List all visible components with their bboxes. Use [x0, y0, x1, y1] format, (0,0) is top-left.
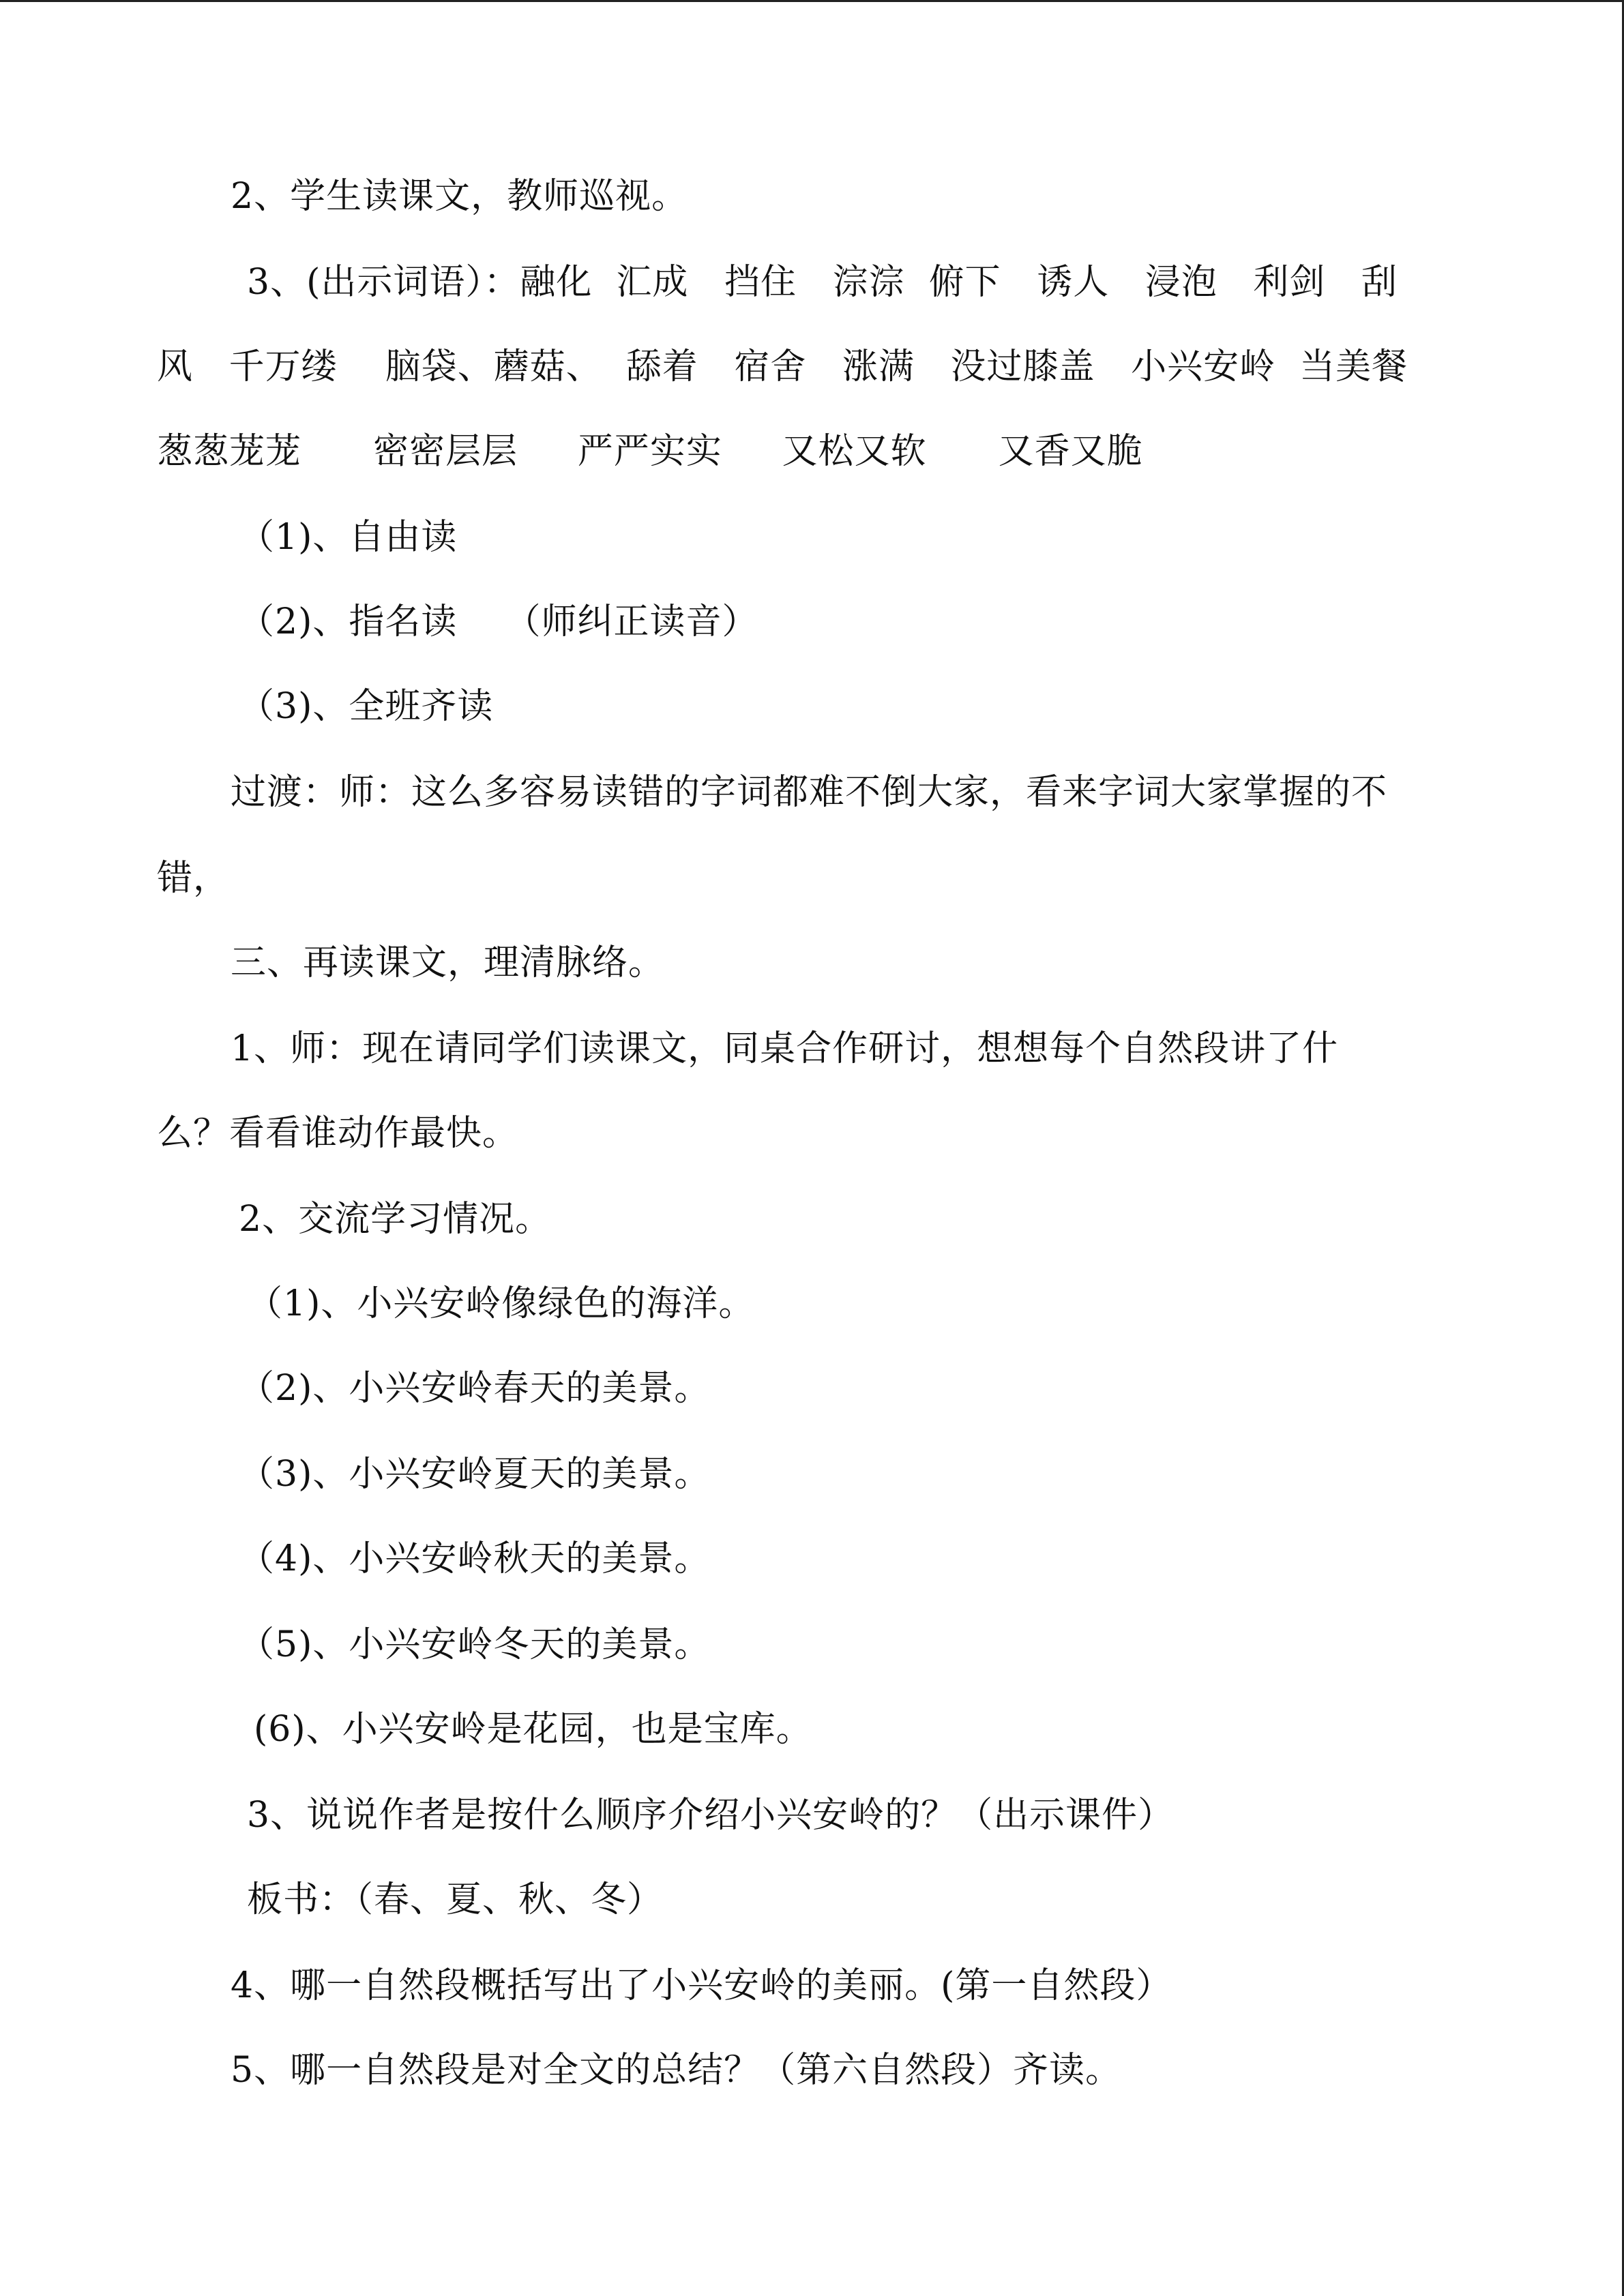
line-teacher-instruction-cont: 么？看看谁动作最快。: [157, 1113, 519, 1154]
line-board-writing: 板书：（春、夏、秋、冬）: [247, 1879, 664, 1920]
line-item-4: （4)、小兴安岭秋天的美景。: [239, 1538, 711, 1579]
line-student-reading: 2、学生读课文，教师巡视。: [231, 176, 688, 217]
line-words-cont-1: 风 千万缕 脑袋、蘑菇、 舔着 宿舍 涨满 没过膝盖 小兴安岭 当美餐: [157, 346, 1408, 387]
page-top-border: [0, 0, 1624, 2]
line-words-cont-2: 葱葱茏茏 密密层层 严严实实 又松又软 又香又脆: [157, 431, 1143, 472]
section-heading-reread: 三、再读课文，理清脉络。: [231, 942, 665, 983]
line-teacher-instruction: 1、师：现在请同学们读课文，同桌合作研讨，想想每个自然段讲了什: [231, 1028, 1339, 1069]
line-transition: 过渡：师：这么多容易读错的字词都难不倒大家，看来字词大家掌握的不: [231, 772, 1388, 813]
line-transition-cont: 错，: [157, 858, 230, 899]
line-item-2: （2)、小兴安岭春天的美景。: [239, 1368, 711, 1409]
line-question-4: 4、哪一自然段概括写出了小兴安岭的美丽。(第一自然段）: [231, 1965, 1172, 2006]
line-item-3: （3)、小兴安岭夏天的美景。: [239, 1454, 711, 1495]
line-item-6: (6)、小兴安岭是花园，也是宝库。: [254, 1709, 812, 1750]
line-order-question: 3、说说作者是按什么顺序介绍小兴安岭的？（出示课件）: [247, 1795, 1175, 1836]
line-item-5: （5)、小兴安岭冬天的美景。: [239, 1624, 711, 1665]
line-show-words: 3、(出示词语）：融化 汇成 挡住 淙淙 俯下 诱人 浸泡 利剑 刮: [247, 262, 1398, 303]
line-question-5: 5、哪一自然段是对全文的总结？（第六自然段）齐读。: [231, 2050, 1122, 2091]
line-class-read: （3)、全班齐读: [239, 686, 494, 727]
line-free-read: （1)、自由读: [239, 517, 458, 558]
line-exchange: 2、交流学习情况。: [239, 1199, 552, 1240]
line-named-read: （2)、指名读 （师纠正读音）: [239, 601, 758, 642]
line-item-1: （1)、小兴安岭像绿色的海洋。: [247, 1283, 755, 1324]
